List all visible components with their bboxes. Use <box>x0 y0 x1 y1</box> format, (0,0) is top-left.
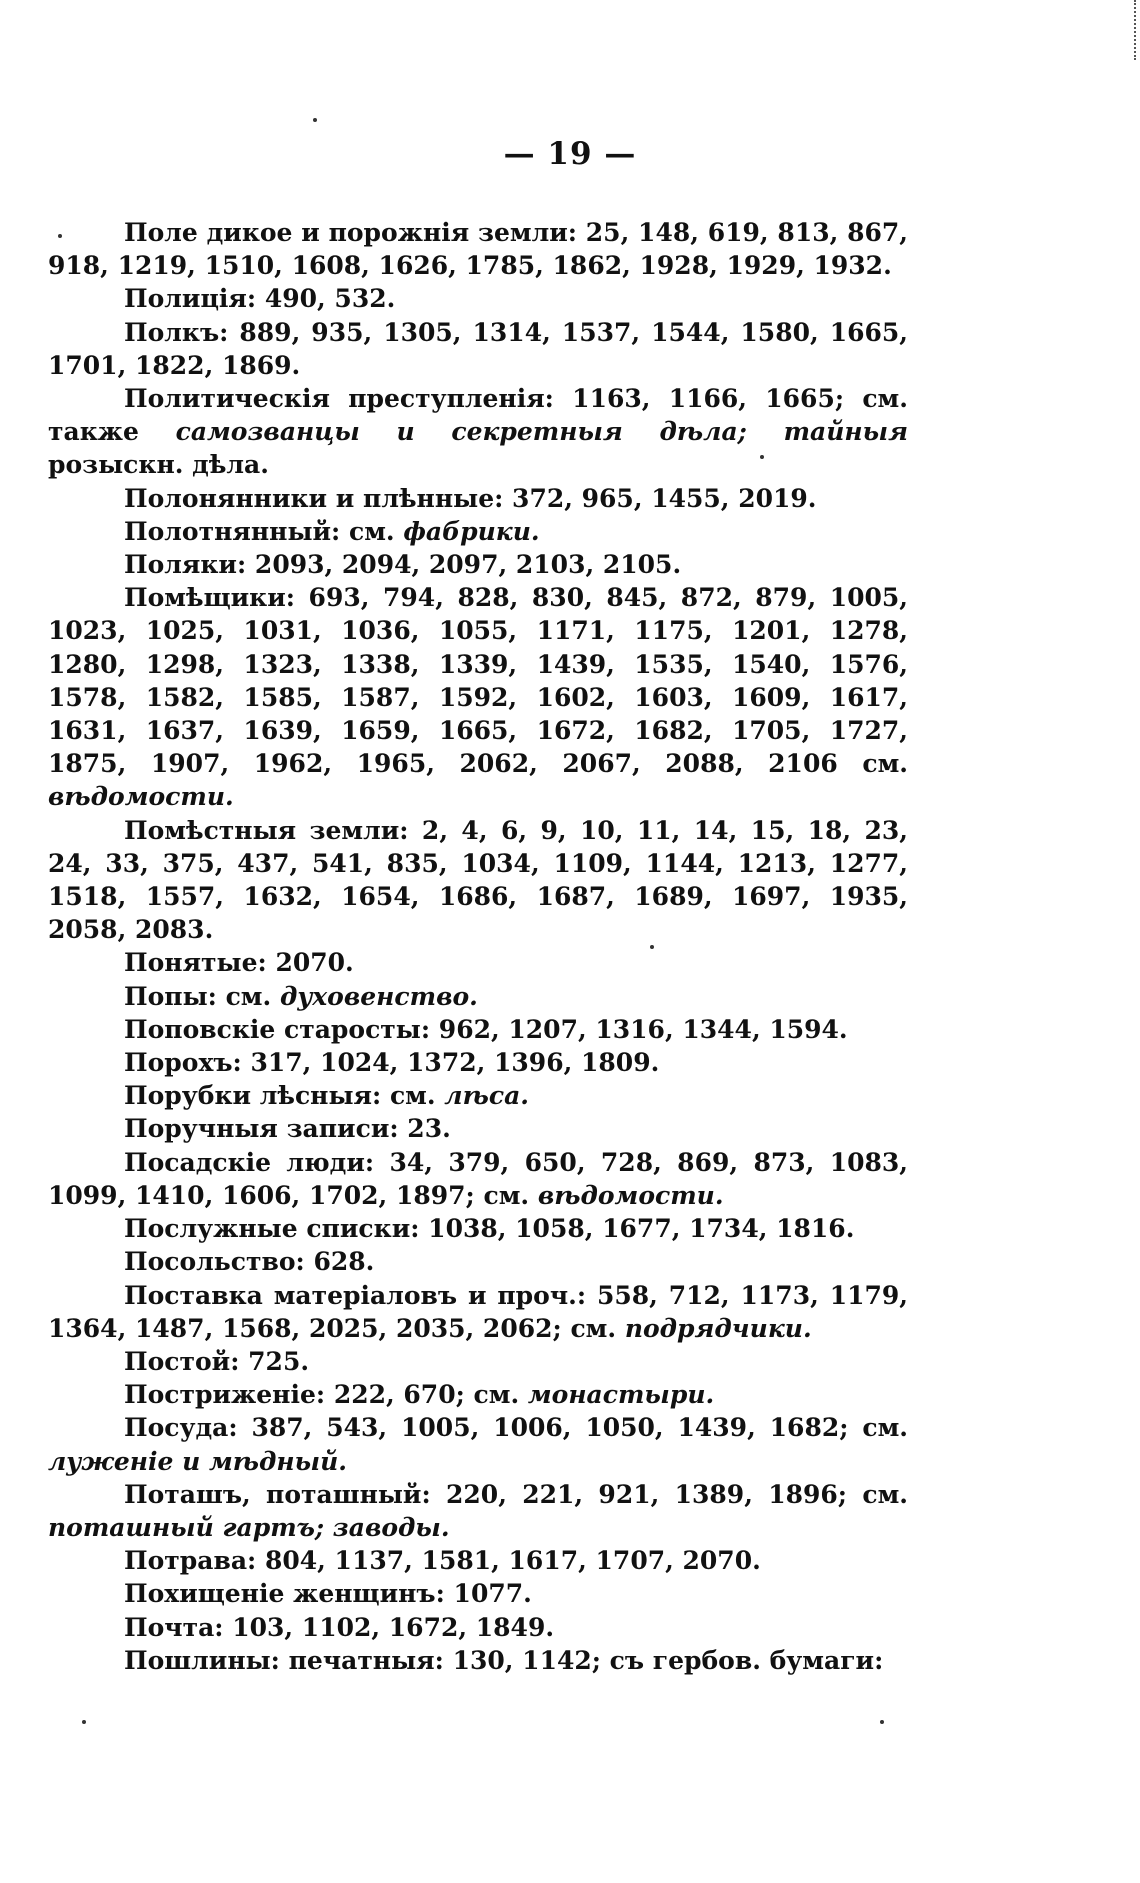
entry-crossref: лѣса. <box>444 1081 529 1111</box>
index-entry <box>48 548 908 581</box>
index-entries <box>48 216 908 1677</box>
entry-term: Поставка матеріаловъ и проч.: <box>124 1280 587 1310</box>
entry-term: Послужные списки: <box>124 1214 420 1244</box>
entry-tail: розыскн. дѣла. <box>48 450 269 480</box>
scan-speck <box>313 118 317 122</box>
entry-term: Постриженіе: <box>124 1380 326 1410</box>
entry-see: см. <box>381 1081 445 1111</box>
index-entry <box>48 515 908 548</box>
entry-refs: 962, 1207, 1316, 1344, 1594. <box>430 1014 848 1044</box>
entry-see: см. <box>340 516 404 546</box>
scan-speck <box>58 234 62 238</box>
entry-refs: 372, 965, 1455, 2019. <box>503 483 817 513</box>
index-entry <box>48 216 908 282</box>
entry-term: Полонянники и плѣнные: <box>124 483 504 513</box>
index-entry <box>48 1577 908 1610</box>
entry-refs: 558, 712, 1173, 1179, 1364, 1487, 1568, 2025, 2035, 2062; <box>48 1280 908 1343</box>
entry-term: Пошлины: печатныя: <box>124 1645 444 1675</box>
entry-refs: 220, 221, 921, 1389, 1896; <box>430 1479 848 1509</box>
entry-term: Потрава: <box>124 1546 257 1576</box>
entry-refs: 317, 1024, 1372, 1396, 1809. <box>241 1048 660 1078</box>
entry-term: Попы: <box>124 981 217 1011</box>
entry-term: Полкъ: <box>124 317 229 347</box>
entry-term: Полиція: <box>124 284 257 314</box>
index-entry <box>48 946 908 979</box>
index-entry <box>48 1112 908 1145</box>
entry-crossref: вѣдомости. <box>48 782 234 812</box>
entry-crossref: фабрики. <box>403 516 540 546</box>
index-entry <box>48 1544 908 1577</box>
index-entry <box>48 1611 908 1644</box>
index-entry <box>48 1146 908 1212</box>
entry-see: см. также <box>48 384 908 447</box>
entry-see: см. <box>216 981 280 1011</box>
index-entry <box>48 1345 908 1378</box>
index-entry <box>48 382 908 482</box>
entry-term: Посуда: <box>124 1413 238 1443</box>
scan-speck <box>650 945 654 949</box>
index-entry <box>48 1378 908 1411</box>
entry-crossref: монастыри. <box>527 1380 715 1410</box>
entry-term: Похищеніе женщинъ: <box>124 1579 445 1609</box>
index-entry <box>48 1046 908 1079</box>
entry-term: Порубки лѣсныя: <box>124 1081 382 1111</box>
entry-refs: 1163, 1166, 1665; <box>553 384 845 414</box>
scan-speck <box>82 1720 86 1724</box>
entry-term: Помѣстныя земли: <box>124 815 409 845</box>
index-entry <box>48 814 908 947</box>
entry-refs: 628. <box>304 1247 375 1277</box>
scan-speck <box>880 1720 884 1724</box>
entry-refs: 222, 670; <box>325 1380 465 1410</box>
entry-see: см. <box>837 749 908 779</box>
entry-term: Посольство: <box>124 1247 305 1277</box>
entry-term: Поповскіе старосты: <box>124 1014 431 1044</box>
entry-term: Поле дикое и порожнія земли: <box>124 218 577 247</box>
index-entry <box>48 581 908 813</box>
entry-term: Постой: <box>124 1346 240 1376</box>
index-entry <box>48 316 908 382</box>
entry-refs: 130, 1142; съ гербов. бумаги: <box>443 1645 884 1675</box>
entry-term: Понятые: <box>124 948 267 978</box>
entry-term: Поташъ, поташный: <box>124 1479 431 1509</box>
entry-crossref: вѣдомости. <box>537 1180 724 1210</box>
scan-speck <box>760 455 764 459</box>
entry-refs: 1077. <box>444 1579 532 1609</box>
entry-see: см. <box>847 1479 908 1509</box>
entry-refs: 693, 794, 828, 830, 845, 872, 879, 1005, 1023, 1025, 1031, 1036, 1055, 1171, 1175, 1201, 1278, 1280, 1298, 1323, 1338, 1339, 1439, 1535, 1540, 1576, 1578, 1582, 1585, 1587, 1592, 1602, 1603, 1609, 1617, 1631, 1637, 1639, 1659, 1665, 1672, 1682, 1705, 1727, 1875, 1907, 1962, 1965, 2062, 2067, 2088, 2106 <box>48 583 908 779</box>
entry-refs: 490, 532. <box>256 284 396 314</box>
entry-crossref: луженіе и мѣдный. <box>48 1446 347 1476</box>
entry-refs: 23. <box>398 1114 451 1144</box>
entry-crossref: самозванцы и секретныя дѣла; тайныя <box>175 417 908 447</box>
index-entry <box>48 482 908 515</box>
entry-crossref: духовенство. <box>279 981 478 1011</box>
entry-see: см. <box>474 1180 538 1210</box>
index-entry <box>48 1478 908 1544</box>
entry-refs: 2093, 2094, 2097, 2103, 2105. <box>246 550 682 580</box>
page-number: — 19 — <box>503 136 637 172</box>
entry-refs: 387, 543, 1005, 1006, 1050, 1439, 1682; <box>237 1413 849 1443</box>
index-entry <box>48 1411 908 1477</box>
index-entry <box>48 1644 908 1677</box>
entry-see: см. <box>561 1313 625 1343</box>
entry-refs: 2, 4, 6, 9, 10, 11, 14, 15, 18, 23, 24, 33, 375, 437, 541, 835, 1034, 1109, 1144, 1213, 1277, 1518, 1557, 1632, 1654, 1686, 1687, 1689, 1697, 1935, 2058, 2083. <box>48 815 908 945</box>
index-entry <box>48 1212 908 1245</box>
entry-term: Посадскіе люди: <box>124 1147 375 1177</box>
entry-term: Почта: <box>124 1612 224 1642</box>
index-entry <box>48 282 908 315</box>
entry-term: Поручныя записи: <box>124 1114 399 1144</box>
entry-refs: 2070. <box>266 948 354 978</box>
entry-term: Поляки: <box>124 550 247 580</box>
page-edge-mark <box>1118 0 1136 60</box>
index-entry <box>48 1245 908 1278</box>
index-entry <box>48 980 908 1013</box>
entry-term: Политическія преступленія: <box>124 384 554 414</box>
entry-refs: 804, 1137, 1581, 1617, 1707, 2070. <box>256 1546 761 1576</box>
entry-see: см. <box>464 1380 528 1410</box>
entry-refs: 1038, 1058, 1677, 1734, 1816. <box>419 1214 855 1244</box>
index-entry <box>48 1079 908 1112</box>
entry-refs: 889, 935, 1305, 1314, 1537, 1544, 1580, 1665, 1701, 1822, 1869. <box>48 317 908 380</box>
entry-see: см. <box>848 1413 908 1443</box>
index-entry <box>48 1279 908 1345</box>
entry-term: Помѣщики: <box>124 583 295 613</box>
entry-term: Полотнянный: <box>124 516 341 546</box>
entry-refs: 725. <box>239 1346 310 1376</box>
entry-refs: 34, 379, 650, 728, 869, 873, 1083, 1099, 1410, 1606, 1702, 1897; <box>48 1147 908 1210</box>
entry-crossref: подрядчики. <box>624 1313 812 1343</box>
entry-refs: 25, 148, 619, 813, 867, 918, 1219, 1510, 1608, 1626, 1785, 1862, 1928, 1929, 1932. <box>48 218 908 281</box>
entry-term: Порохъ: <box>124 1048 242 1078</box>
entry-crossref: поташный гартъ; заводы. <box>48 1512 450 1542</box>
index-entry <box>48 1013 908 1046</box>
entry-refs: 103, 1102, 1672, 1849. <box>223 1612 555 1642</box>
